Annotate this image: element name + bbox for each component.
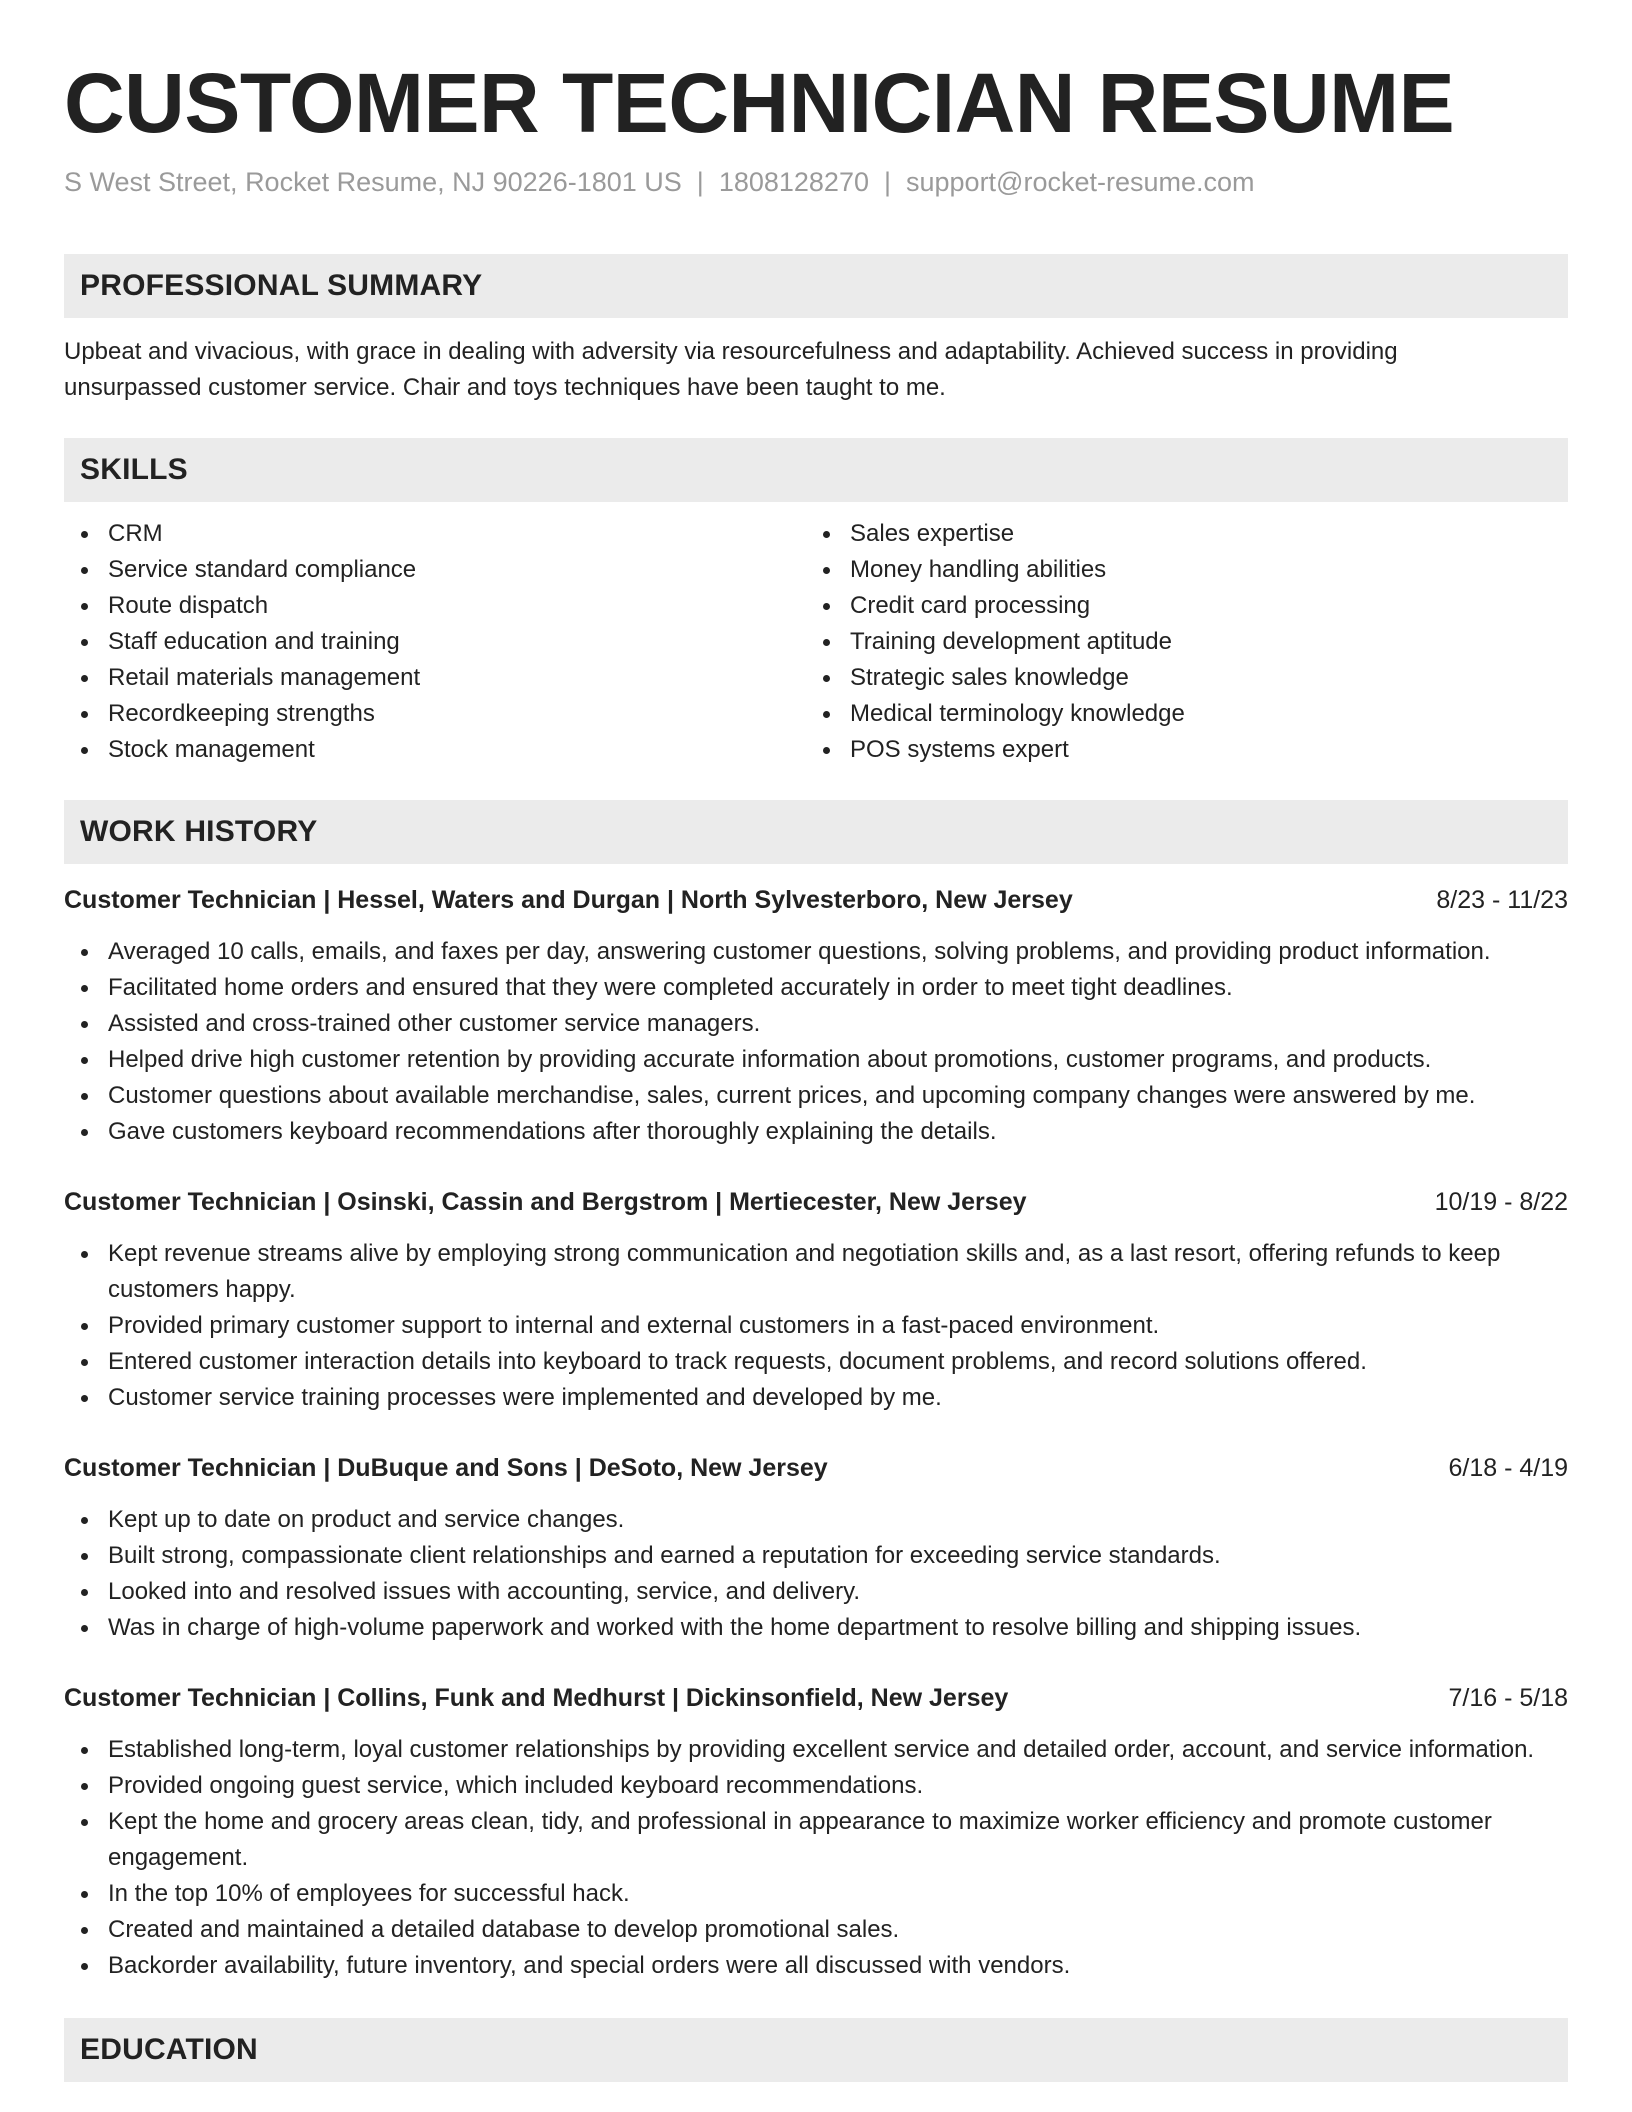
skill-item: CRM xyxy=(64,516,806,552)
skill-item: Strategic sales knowledge xyxy=(806,660,1548,696)
resume-title: CUSTOMER TECHNICIAN RESUME xyxy=(64,56,1455,150)
job-bullet: Kept the home and grocery areas clean, tidy, and professional in appearance to maximize worker efficiency and promote customer engagement. xyxy=(64,1804,1568,1876)
job-title: Customer Technician | DuBuque and Sons | DeSoto, New Jersey xyxy=(64,1454,828,1482)
job-bullet: Averaged 10 calls, emails, and faxes per day, answering customer questions, solving problems, and providing product information. xyxy=(64,934,1568,970)
skill-item: Staff education and training xyxy=(64,624,806,660)
job-entry xyxy=(64,1184,1568,1416)
education-heading: EDUCATION xyxy=(64,2018,1568,2082)
job-entry xyxy=(64,882,1568,1150)
skill-item: Route dispatch xyxy=(64,588,806,624)
skill-item: Stock management xyxy=(64,732,806,768)
skill-item: Money handling abilities xyxy=(806,552,1548,588)
job-bullet: Entered customer interaction details into keyboard to track requests, document problems, and record solutions offered. xyxy=(64,1344,1568,1380)
job-bullet: Backorder availability, future inventory, and special orders were all discussed with vendors. xyxy=(64,1948,1568,1984)
summary-text: Upbeat and vivacious, with grace in dealing with adversity via resourcefulness and adaptability. Achieved success in providing unsurpassed customer service. Chair and toys techniques have been taught to me. xyxy=(64,338,1398,401)
job-title: Customer Technician | Hessel, Waters and Durgan | North Sylvesterboro, New Jersey xyxy=(64,886,1073,914)
skills-columns xyxy=(64,516,1568,768)
skill-item: Training development aptitude xyxy=(806,624,1548,660)
job-bullet: Kept revenue streams alive by employing strong communication and negotiation skills and, as a last resort, offering refunds to keep customers happy. xyxy=(64,1236,1568,1308)
work-history-heading: WORK HISTORY xyxy=(64,800,1568,864)
job-bullet: Gave customers keyboard recommendations after thoroughly explaining the details. xyxy=(64,1114,1568,1150)
work-history-list xyxy=(64,882,1568,1984)
skill-item: Credit card processing xyxy=(806,588,1548,624)
skill-item: Retail materials management xyxy=(64,660,806,696)
job-bullet: Provided primary customer support to internal and external customers in a fast-paced environment. xyxy=(64,1308,1568,1344)
job-bullet: Created and maintained a detailed database to develop promotional sales. xyxy=(64,1912,1568,1948)
contact-phone: 1808128270 xyxy=(718,167,869,197)
contact-address: S West Street, Rocket Resume, NJ 90226-1801 US xyxy=(64,167,682,197)
job-dates: 10/19 - 8/22 xyxy=(1434,1188,1568,1216)
contact-separator: | xyxy=(696,167,704,197)
skill-item: Recordkeeping strengths xyxy=(64,696,806,732)
contact-separator: | xyxy=(883,167,891,197)
job-bullet: Was in charge of high-volume paperwork and worked with the home department to resolve billing and shipping issues. xyxy=(64,1610,1568,1646)
skills-list-left xyxy=(64,516,806,768)
skills-list-right xyxy=(806,516,1548,768)
skill-item: Sales expertise xyxy=(806,516,1548,552)
job-dates: 7/16 - 5/18 xyxy=(1448,1684,1568,1712)
job-dates: 6/18 - 4/19 xyxy=(1448,1454,1568,1482)
job-bullet: Assisted and cross-trained other customer service managers. xyxy=(64,1006,1568,1042)
job-bullet: Built strong, compassionate client relationships and earned a reputation for exceeding service standards. xyxy=(64,1538,1568,1574)
resume-page xyxy=(64,0,1568,2082)
job-bullet: Customer questions about available merchandise, sales, current prices, and upcoming company changes were answered by me. xyxy=(64,1078,1568,1114)
job-entry xyxy=(64,1680,1568,1984)
job-bullet: In the top 10% of employees for successful hack. xyxy=(64,1876,1568,1912)
job-header xyxy=(64,1450,1568,1486)
job-dates: 8/23 - 11/23 xyxy=(1436,886,1568,914)
job-bullet-list xyxy=(64,1236,1568,1416)
job-header xyxy=(64,1184,1568,1220)
job-bullet: Kept up to date on product and service changes. xyxy=(64,1502,1568,1538)
job-header xyxy=(64,882,1568,918)
job-bullet-list xyxy=(64,1732,1568,1984)
contact-line xyxy=(64,162,1568,202)
job-bullet: Looked into and resolved issues with accounting, service, and delivery. xyxy=(64,1574,1568,1610)
job-header xyxy=(64,1680,1568,1716)
contact-email: support@rocket-resume.com xyxy=(906,167,1255,197)
job-bullet-list xyxy=(64,934,1568,1150)
job-bullet: Provided ongoing guest service, which included keyboard recommendations. xyxy=(64,1768,1568,1804)
job-bullet: Customer service training processes were implemented and developed by me. xyxy=(64,1380,1568,1416)
job-title: Customer Technician | Osinski, Cassin and Bergstrom | Mertiecester, New Jersey xyxy=(64,1188,1027,1216)
skills-heading: SKILLS xyxy=(64,438,1568,502)
job-title: Customer Technician | Collins, Funk and Medhurst | Dickinsonfield, New Jersey xyxy=(64,1684,1009,1712)
job-bullet-list xyxy=(64,1502,1568,1646)
skill-item: Service standard compliance xyxy=(64,552,806,588)
job-entry xyxy=(64,1450,1568,1646)
job-bullet: Facilitated home orders and ensured that they were completed accurately in order to meet tight deadlines. xyxy=(64,970,1568,1006)
summary-heading: PROFESSIONAL SUMMARY xyxy=(64,254,1568,318)
skill-item: Medical terminology knowledge xyxy=(806,696,1548,732)
job-bullet: Established long-term, loyal customer relationships by providing excellent service and detailed order, account, and service information. xyxy=(64,1732,1568,1768)
skill-item: POS systems expert xyxy=(806,732,1548,768)
job-bullet: Helped drive high customer retention by providing accurate information about promotions, customer programs, and products. xyxy=(64,1042,1568,1078)
